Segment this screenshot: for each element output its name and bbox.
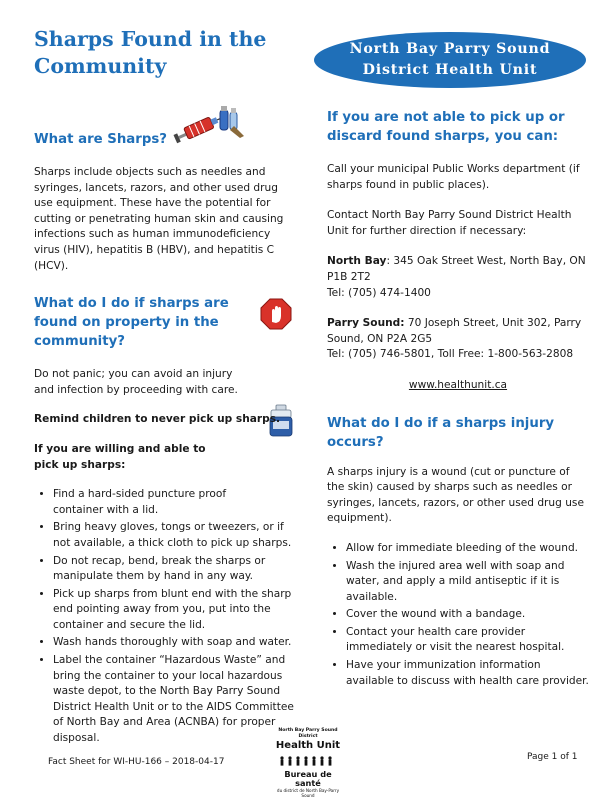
found-on-property-body: Do not panic; you can avoid an injury and infection by proceeding with care. xyxy=(34,368,238,396)
north-bay-label: North Bay xyxy=(327,255,387,268)
fact-sheet-id: Fact Sheet for WI-HU-166 – 2018-04-17 xyxy=(48,757,225,767)
north-bay-phone: Tel: (705) 474-1400 xyxy=(327,286,431,299)
contact-text: Contact North Bay Parry Sound District Health Unit for further direction if necessary: xyxy=(327,209,572,237)
page-title: Sharps Found in the Community xyxy=(34,27,267,78)
cannot-pick-up-heading: If you are not able to pick up or discard found sharps, you can: xyxy=(327,110,565,144)
pickup-steps-list xyxy=(34,487,296,747)
page-number: Page 1 of 1 xyxy=(527,752,578,762)
injury-steps-list xyxy=(327,541,589,689)
injury-body: A sharps injury is a wound (cut or puncture of the skin) caused by sharps such as needles or syringes, lancets, razors, or other used drug use equipment). xyxy=(327,465,584,525)
list-item: • Find a hard-sided puncture proof container with a lid. xyxy=(53,487,296,518)
parry-sound-label: Parry Sound: xyxy=(327,317,405,330)
injury-heading: What do I do if a sharps injury occurs? xyxy=(327,415,555,450)
list-item: • Contact your health care provider immediately or visit the nearest hospital. xyxy=(346,625,589,656)
north-bay-contact xyxy=(327,254,589,301)
agency-badge-line2: District Health Unit xyxy=(362,62,538,78)
health-unit-logo xyxy=(272,728,344,798)
public-works-text: Call your municipal Public Works department (if sharps found in public places). xyxy=(327,163,580,191)
list-item: • Wash the injured area well with soap and water, and apply a mild antiseptic if it is available. xyxy=(346,559,589,606)
logo-top-text: North Bay Parry Sound District xyxy=(278,728,338,739)
parry-sound-phone: Tel: (705) 746-5801, Toll Free: 1-800-563-2808 xyxy=(327,348,574,361)
parry-sound-address: 70 Joseph Street, Unit 302, Parry Sound, ON P2A 2G5 xyxy=(327,317,582,345)
list-item: • Cover the wound with a bandage. xyxy=(346,607,589,623)
found-on-property-heading: What do I do if sharps are found on property in the community? xyxy=(34,296,229,350)
agency-badge-line1: North Bay Parry Sound xyxy=(349,41,551,57)
what-are-sharps-heading: What are Sharps? xyxy=(34,132,167,147)
list-item: • Pick up sharps from blunt end with the sharp end pointing away from you, put into the container and secure the lid. xyxy=(53,587,296,634)
willing-heading: If you are willing and able to pick up sharps: xyxy=(34,442,206,471)
north-bay-postal: P1B 2T2 xyxy=(327,270,371,283)
reminder-text: Remind children to never pick up sharps. xyxy=(34,413,281,426)
logo-name-fr: Bureau de santé xyxy=(284,769,332,788)
website-line xyxy=(327,378,589,394)
website-link[interactable]: www.healthunit.ca xyxy=(408,378,508,391)
agency-badge xyxy=(314,32,586,88)
list-item: • Do not recap, bend, break the sharps or manipulate them by hand in any way. xyxy=(53,554,296,585)
north-bay-address: : 345 Oak Street West, North Bay, ON xyxy=(386,255,586,268)
list-item: • Label the container “Hazardous Waste” and bring the container to your local hazardous waste depot, to the North Bay Parry Sound District Health Unit or to the AIDS Committee of North Bay and Area (ACNBA) for proper disposal. xyxy=(53,653,296,747)
list-item: • Have your immunization information available to discuss with health care provider. xyxy=(346,658,589,689)
left-column xyxy=(34,100,296,749)
logo-figures-icon xyxy=(277,756,339,766)
list-item: • Bring heavy gloves, tongs or tweezers, or if not available, a thick cloth to pick up sharps. xyxy=(53,520,296,551)
list-item: • Wash hands thoroughly with soap and water. xyxy=(53,635,296,651)
logo-name: Health Unit xyxy=(275,740,341,751)
parry-sound-contact xyxy=(327,316,589,363)
right-column xyxy=(327,100,589,691)
what-are-sharps-body: Sharps include objects such as needles and syringes, lancets, razors, and other used drug use equipment. These have the potential for cutting or penetrating human skin and causing infections such as human immunodeficiency virus (HIV), hepatitis B (HBV), and hepatitis C (HCV). xyxy=(34,166,284,272)
list-item: • Allow for immediate bleeding of the wound. xyxy=(346,541,589,557)
logo-bottom-text: du district de North Bay-Parry Sound xyxy=(276,788,340,798)
